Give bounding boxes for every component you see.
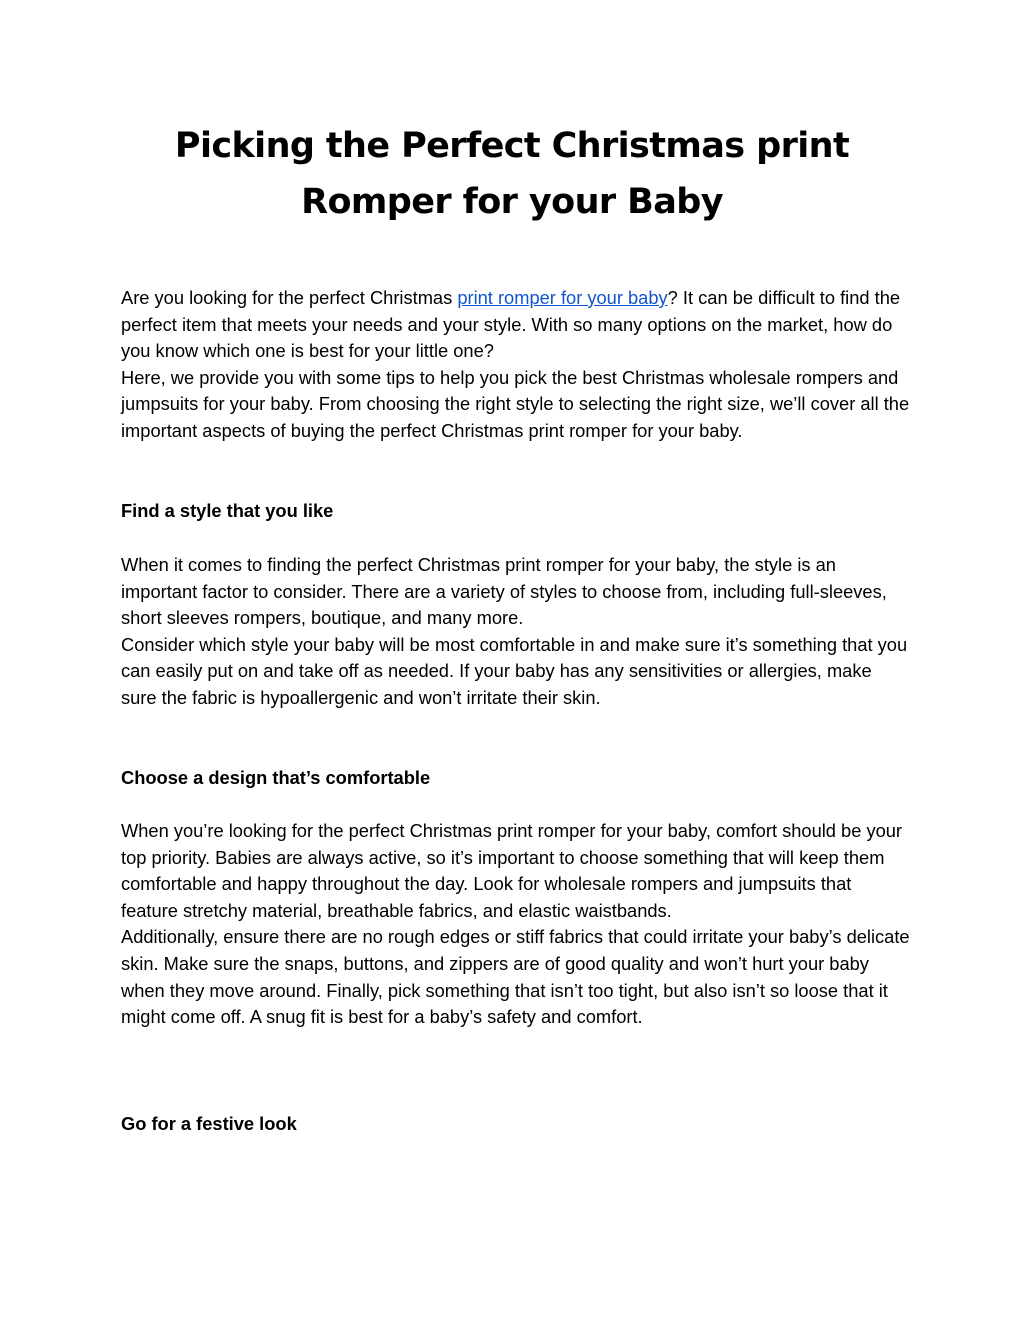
section-body-comfort bbox=[121, 818, 911, 1031]
intro-text-before-link: Are you looking for the perfect Christmas bbox=[121, 287, 458, 308]
section-heading-festive: Go for a festive look bbox=[121, 1113, 297, 1134]
intro-block bbox=[121, 285, 911, 445]
section-paragraph: When you’re looking for the perfect Christmas print romper for your baby, comfort should be your top priority. Babies are always active, so it’s important to choose something that will keep them comfortable and happy throughout the day. Look for wholesale rompers and jumpsuits that feature stretchy material, breathable fabrics, and elastic waistbands. bbox=[121, 820, 903, 921]
title-line-2: Romper for your Baby bbox=[301, 182, 723, 222]
romper-link[interactable]: print romper for your baby bbox=[457, 287, 668, 308]
page-title bbox=[120, 118, 904, 230]
section-paragraph: Consider which style your baby will be most comfortable in and make sure it’s something that you can easily put on and take off as needed. If your baby has any sensitivities or allergies, make sure the fabric is hypoallergenic and won’t irritate their skin. bbox=[121, 633, 908, 708]
intro-text-after-link: ? It can be difficult to find the perfect item that meets your needs and your style. With so many options on the market, how do you know which one is best for your little one? bbox=[121, 287, 901, 362]
intro-paragraph-1 bbox=[121, 287, 900, 361]
section-heading-comfort: Choose a design that’s comfortable bbox=[121, 767, 431, 788]
intro-paragraph-2: Here, we provide you with some tips to help you pick the best Christmas wholesale rompers and jumpsuits for your baby. From choosing the right style to selecting the right size, we’ll cover all the important aspects of buying the perfect Christmas print romper for your baby. bbox=[121, 366, 910, 441]
section-paragraph: When it comes to finding the perfect Christmas print romper for your baby, the style is an important factor to consider. There are a variety of styles to choose from, including full-sleeves, short sleeves rompers, boutique, and many more. bbox=[121, 554, 887, 629]
section-body-style bbox=[121, 552, 911, 712]
section-heading-style: Find a style that you like bbox=[121, 500, 334, 521]
title-line-1: Picking the Perfect Christmas print bbox=[174, 126, 850, 166]
section-paragraph: Additionally, ensure there are no rough edges or stiff fabrics that could irritate your baby’s delicate skin. Make sure the snaps, buttons, and zippers are of good quality and won’t hurt your baby when they move around. Finally, pick something that isn’t too tight, but also isn’t so loose that it might come off. A snug fit is best for a baby’s safety and comfort. bbox=[121, 926, 910, 1028]
